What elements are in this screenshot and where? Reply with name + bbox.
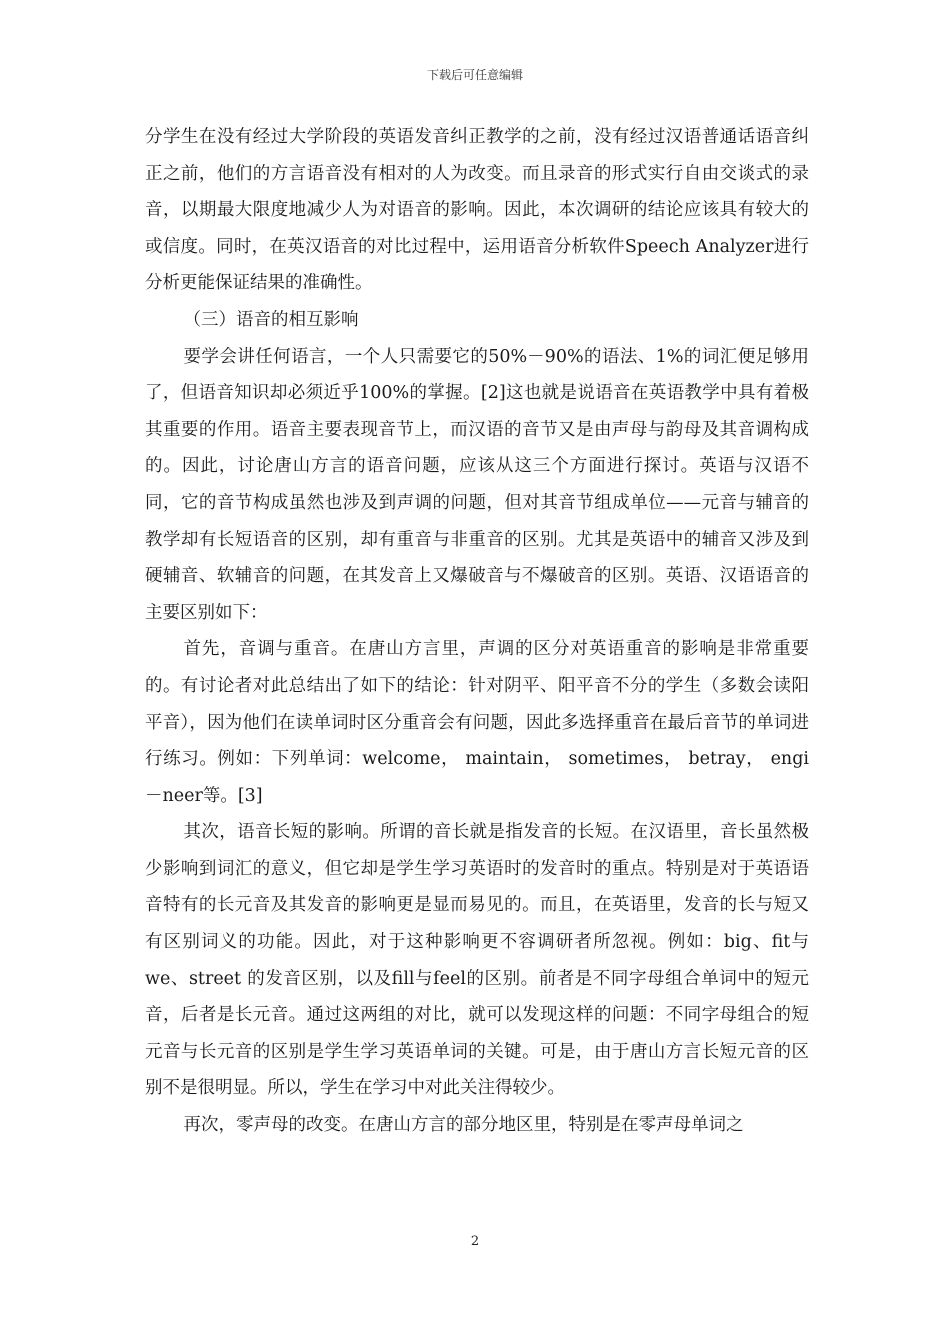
- paragraph-phonetics-importance: 要学会讲任何语言，一个人只需要它的50%－90%的语法、1%的词汇便足够用了，但语音知识却必须近乎100%的掌握。[2]这也就是说语音在英语教学中具有着极其重要的作用。语音主要表现音节上，而汉语的音节又是由声母与韵母及其音调构成的。因此，讨论唐山方言的语音问题，应该从这三个方面进行探讨。英语与汉语不同，它的音节构成虽然也涉及到声调的问题，但对其音节组成单位——元音与辅音的教学却有长短语音的区别，却有重音与非重音的区别。尤其是英语中的辅音又涉及到硬辅音、软辅音的问题，在其发音上又爆破音与不爆破音的区别。英语、汉语语音的主要区别如下：: [145, 346, 809, 623]
- paragraph-zero-initial: 再次，零声母的改变。在唐山方言的部分地区里，特别是在零声母单词之: [183, 1115, 744, 1136]
- paragraph-tone-stress: 首先，音调与重音。在唐山方言里，声调的区分对英语重音的影响是非常重要的。有讨论者对此总结出了如下的结论：针对阴平、阳平音不分的学生（多数会读阳平音），因为他们在读单词时区分重音会有问题，因此多选择重音在最后音节的单词进行练习。例如：下列单词：welcome， maintain， sometimes， betray， engi－neer等。[3]: [145, 639, 809, 806]
- body-text: [145, 119, 809, 1144]
- section-heading: （三）语音的相互影响: [183, 309, 359, 330]
- page-header: 下载后可任意编辑: [426, 68, 523, 82]
- paragraph-vowel-length: 其次，语音长短的影响。所谓的音长就是指发音的长短。在汉语里，音长虽然极少影响到词汇的意义，但它却是学生学习英语时的发音时的重点。特别是对于英语语音特有的长元音及其发音的影响更是显而易见的。而且，在英语里，发音的长与短又有区别词义的功能。因此，对于这种影响更不容调研者所忽视。例如：big、fit与we、street 的发音区别，以及fill与feel的区别。前者是不同字母组合单词中的短元音，后者是长元音。通过这两组的对比，就可以发现这样的问题：不同字母组合的短元音与长元音的区别是学生学习英语单词的关键。可是，由于唐山方言长短元音的区别不是很明显。所以，学生在学习中对此关注得较少。: [145, 822, 809, 1099]
- paragraph-continuation: 分学生在没有经过大学阶段的英语发音纠正教学的之前，没有经过汉语普通话语音纠正之前，他们的方言语音没有相对的人为改变。而且录音的形式实行自由交谈式的录音，以期最大限度地减少人为对语音的影响。因此，本次调研的结论应该具有较大的或信度。同时，在英汉语音的对比过程中，运用语音分析软件Speech Analyzer进行分析更能保证结果的准确性。: [145, 127, 809, 294]
- page-number: 2: [470, 1234, 480, 1249]
